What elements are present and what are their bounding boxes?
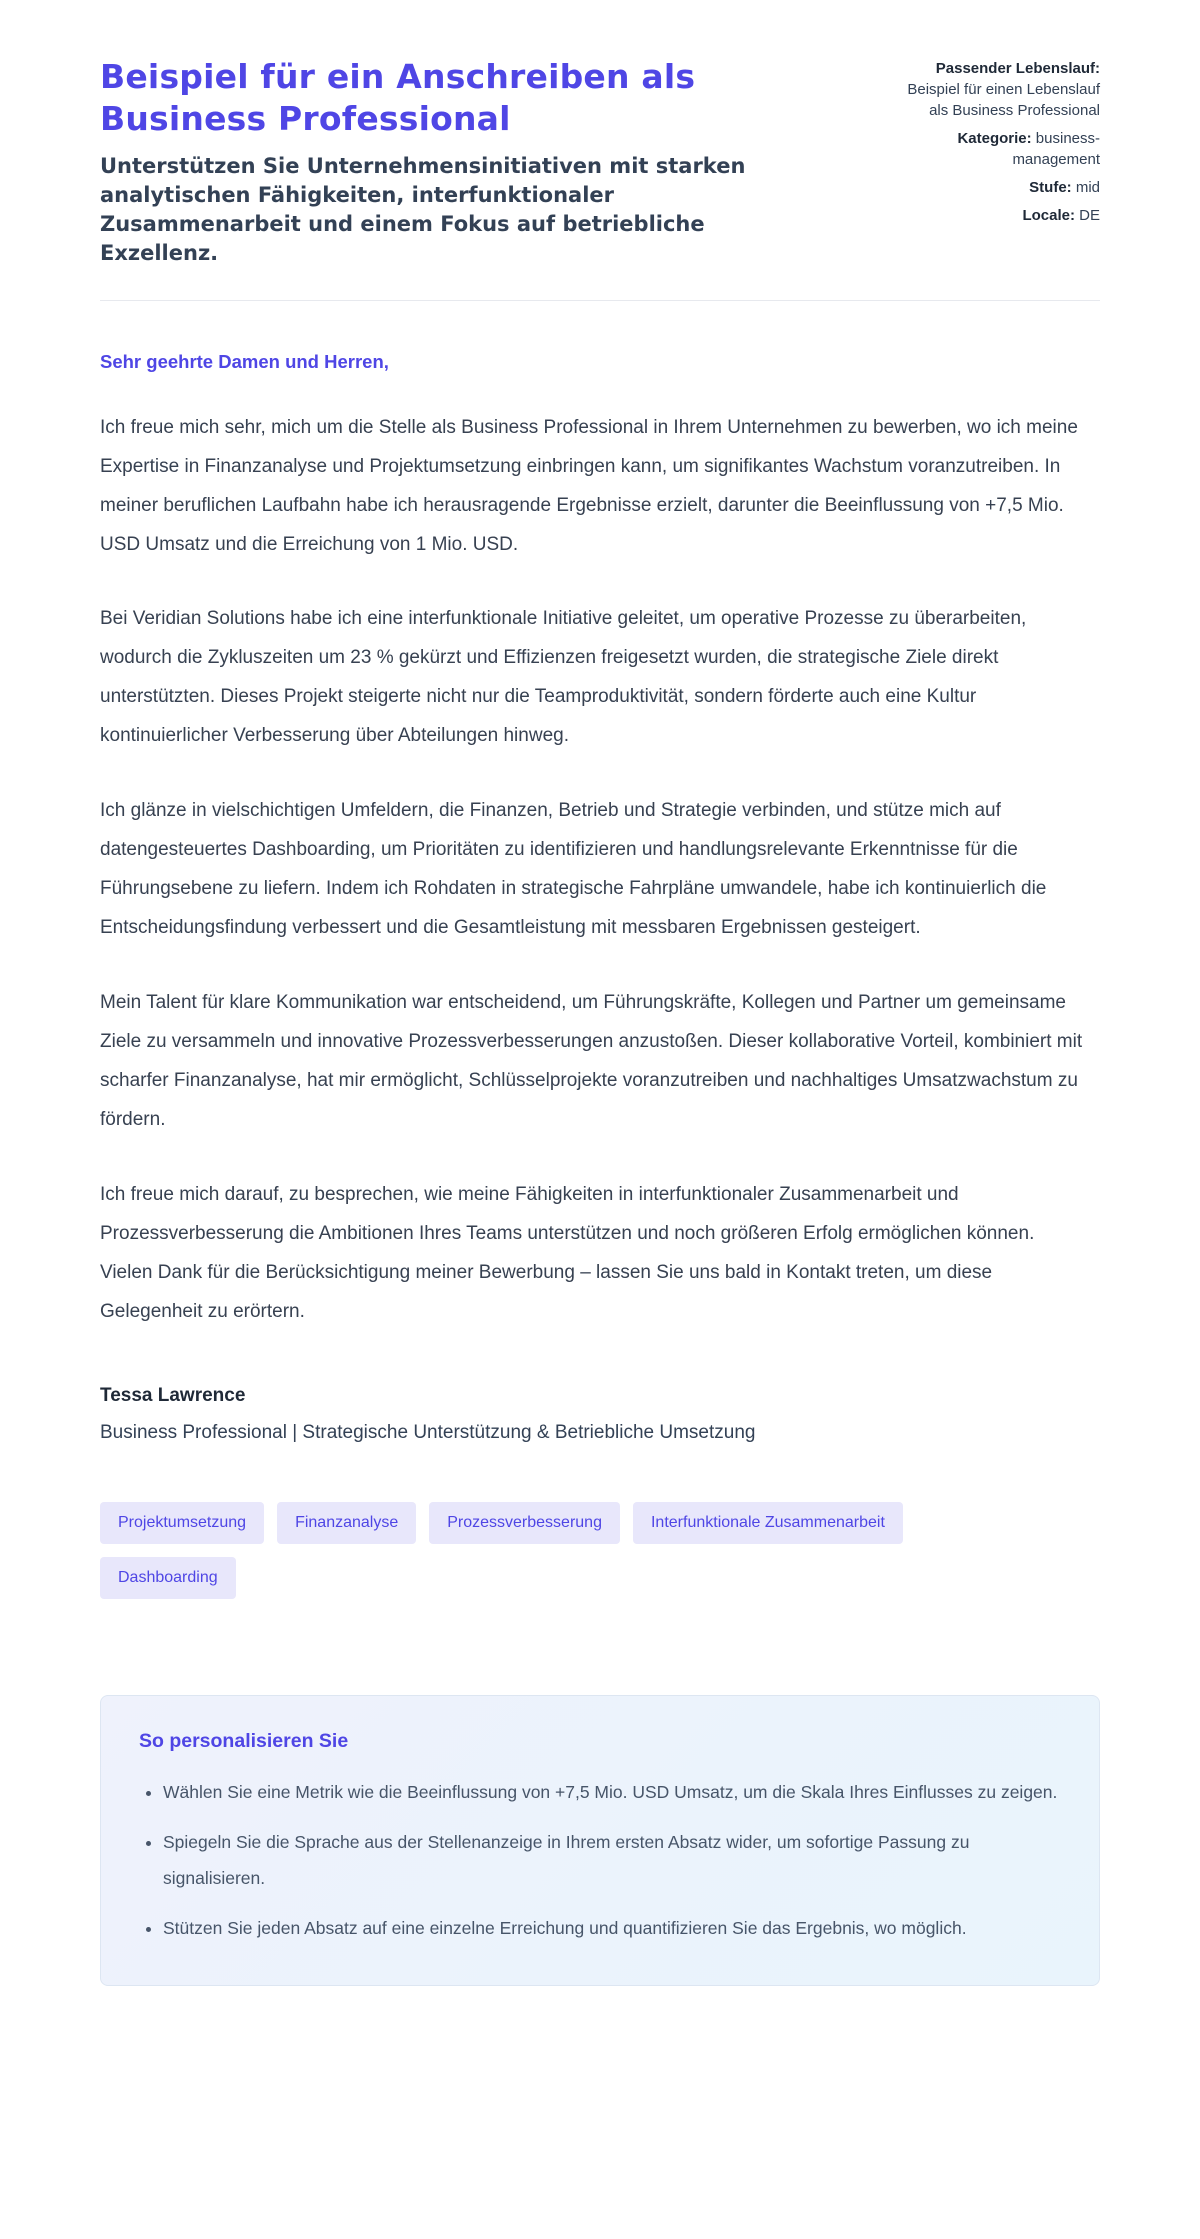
skill-tag-finanzanalyse: Finanzanalyse (277, 1502, 416, 1544)
meta-matching-resume-value: Beispiel für einen Lebenslauf als Business Professional (907, 81, 1100, 119)
skill-tag-dashboarding: Dashboarding (100, 1557, 236, 1599)
meta-level (890, 177, 1100, 198)
personalization-tips-panel (100, 1695, 1100, 1986)
meta-locale-value: DE (1079, 207, 1100, 224)
tips-list (139, 1775, 1061, 1947)
letter-paragraph-5: Ich freue mich darauf, zu besprechen, wie meine Fähigkeiten in interfunktionaler Zusammenarbeit und Prozessverbesserung die Ambitionen Ihres Teams unterstützen und noch größeren Erfolg ermöglichen können. Vielen Dank für die Berücksichtigung meiner Bewerbung – lassen Sie uns bald in Kontakt treten, um diese Gelegenheit zu erörtern. (100, 1183, 1035, 1322)
tip-item-3: • Stützen Sie jeden Absatz auf eine einzelne Erreichung und quantifizieren Sie das Ergebnis, wo möglich. (163, 1911, 1061, 1947)
skill-tag-prozessverbesserung: Prozessverbesserung (429, 1502, 620, 1544)
tips-title: So personalisieren Sie (139, 1730, 349, 1753)
meta-level-label: Stufe: (1029, 179, 1072, 196)
meta-category (890, 128, 1100, 170)
letter-paragraph-3: Ich glänze in vielschichtigen Umfeldern, die Finanzen, Betrieb und Strategie verbinden, und stütze mich auf datengesteuertes Dashboarding, um Prioritäten zu identifizieren und handlungsrelevante Erkenntnisse für die Führungsebene zu liefern. Indem ich Rohdaten in strategische Fahrpläne umwandele, habe ich kontinuierlich die Entscheidungsfindung verbessert und die Gesamtleistung mit messbaren Ergebnissen gesteigert. (100, 800, 1047, 938)
skill-tag-projektumsetzung: Projektumsetzung (100, 1502, 264, 1544)
content-container (100, 0, 1100, 2048)
header-title-block (100, 56, 748, 268)
meta-category-value: business-management (1012, 130, 1100, 168)
letter-paragraph-2: Bei Veridian Solutions habe ich eine interfunktionale Initiative geleitet, um operative Prozesse zu überarbeiten, wodurch die Zykluszeiten um 23 % gekürzt und Effizienzen freigesetzt wurden, die strategische Ziele direkt unterstützten. Dieses Projekt steigerte nicht nur die Teamproduktivität, sondern förderte auch eine Kultur kontinuierlicher Verbesserung über Abteilungen hinweg. (100, 608, 1027, 747)
signature-name: Tessa Lawrence (100, 1385, 246, 1407)
meta-level-value: mid (1075, 179, 1100, 196)
meta-category-label: Kategorie: (957, 130, 1032, 147)
meta-locale-label: Locale: (1022, 207, 1075, 224)
tip-item-2: • Spiegeln Sie die Sprache aus der Stellenanzeige in Ihrem ersten Absatz wider, um sofortige Passung zu signalisieren. (163, 1825, 1061, 1897)
meta-locale (890, 205, 1100, 226)
cover-letter-body (100, 351, 1100, 1445)
meta-matching-resume-label: Passender Lebenslauf: (935, 60, 1100, 77)
letter-paragraph-1: Ich freue mich sehr, mich um die Stelle als Business Professional in Ihrem Unternehmen zu bewerben, wo ich meine Expertise in Finanzanalyse und Projektumsetzung einbringen kann, um signifikantes Wachstum voranzutreiben. In meiner beruflichen Laufbahn habe ich herausragende Ergebnisse erzielt, darunter die Beeinflussung von +7,5 Mio. USD Umsatz und die Erreichung von 1 Mio. USD. (100, 416, 1078, 555)
skill-tag-interfunktionale-zusammenarbeit: Interfunktionale Zusammenarbeit (633, 1502, 903, 1544)
tip-item-1: • Wählen Sie eine Metrik wie die Beeinflussung von +7,5 Mio. USD Umsatz, um die Skala Ihres Einflusses zu zeigen. (163, 1775, 1061, 1811)
page-subtitle: Unterstützen Sie Unternehmensinitiativen mit starken analytischen Fähigkeiten, interfunktionaler Zusammenarbeit und einem Fokus auf betriebliche Exzellenz. (100, 153, 746, 265)
letter-paragraph-4: Mein Talent für klare Kommunikation war entscheidend, um Führungskräfte, Kollegen und Partner um gemeinsame Ziele zu versammeln und innovative Prozessverbesserungen anzustoßen. Dieser kollaborative Vorteil, kombiniert mit scharfer Finanzanalyse, hat mir ermöglicht, Schlüsselprojekte voranzutreiben und nachhaltiges Umsatzwachstum zu fördern. (100, 991, 1083, 1130)
meta-panel (890, 56, 1100, 233)
page-title: Beispiel für ein Anschreiben als Business Professional (100, 57, 696, 138)
header (100, 56, 1100, 268)
header-divider (100, 300, 1100, 301)
meta-matching-resume (890, 58, 1100, 121)
skill-tag-list (100, 1502, 1000, 1599)
letter-greeting: Sehr geehrte Damen und Herren, (100, 350, 389, 372)
signature-role: Business Professional | Strategische Unterstützung & Betriebliche Umsetzung (100, 1422, 756, 1444)
